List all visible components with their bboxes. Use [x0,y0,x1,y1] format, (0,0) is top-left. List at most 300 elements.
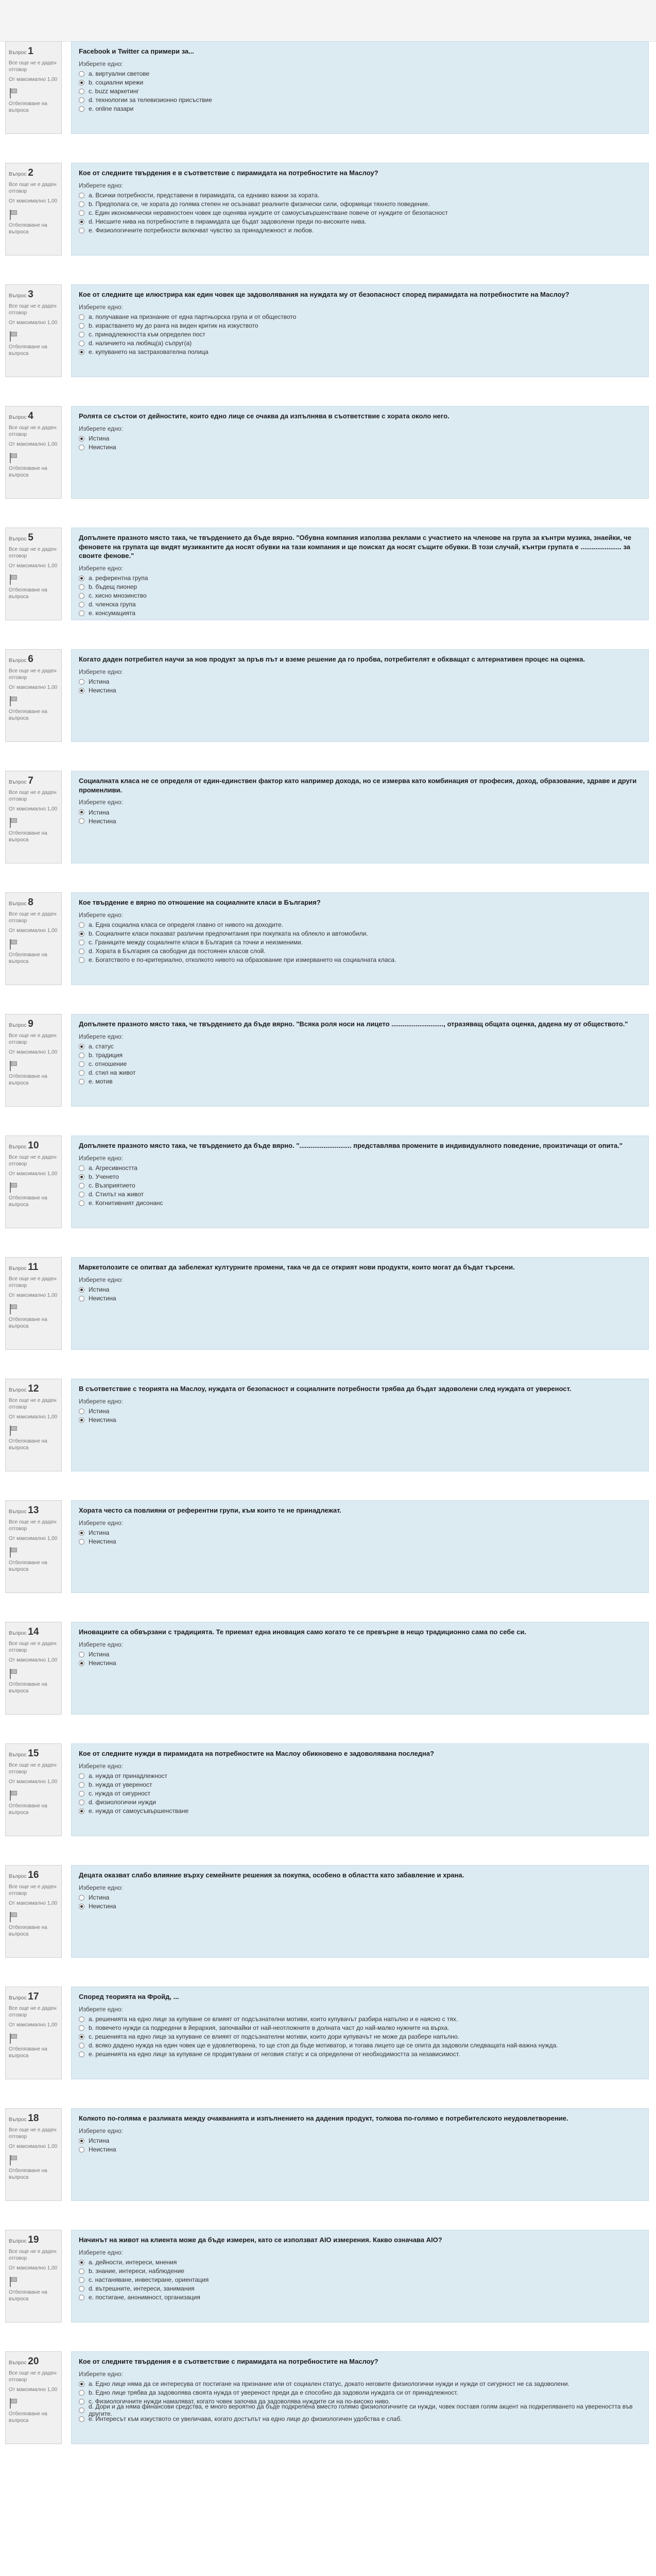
radio-button[interactable] [79,2408,84,2413]
question-number-line [9,775,58,788]
flag-question[interactable] [9,1061,58,1087]
answer-option[interactable] [79,2041,641,2050]
question-number: 4 [28,411,33,421]
radio-button[interactable] [79,332,84,337]
answer-prompt: Изберете едно: [79,2370,123,2378]
answer-option[interactable] [79,2145,641,2154]
flag-question[interactable] [9,2277,58,2302]
question-number-line [9,1869,58,1882]
radio-button[interactable] [79,1808,84,1814]
radio-button[interactable] [79,228,84,233]
question-state: Все още не е даден отговор [9,1519,57,1532]
radio-button[interactable] [79,593,84,599]
flag-label: Отбелязване на въпроса [9,2167,47,2180]
answer-option[interactable] [79,2284,641,2293]
answer-option[interactable] [79,313,641,321]
answer-option[interactable] [79,191,641,200]
flag-question[interactable] [9,939,58,965]
radio-button[interactable] [79,922,84,928]
radio-button[interactable] [79,931,84,937]
answer-option[interactable] [79,1060,641,1069]
answer-label: Истина [89,1894,110,1902]
question-number: 12 [28,1383,39,1394]
answer-list [79,1772,641,1816]
question-info [5,1622,62,1715]
answer-option[interactable] [79,2380,641,2388]
answer-option[interactable] [79,1190,641,1199]
flag-icon[interactable] [10,1669,18,1679]
answer-label: c. нужда от сигурност [89,1790,151,1798]
flag-question[interactable] [9,2033,58,2059]
question-text: Допълнете празното място така, че твърдението да бъде вярно. "Всяка роля носи на лицето ............................, отразяващ общата оценка, дадена му от обществото." [79,1020,628,1028]
question-grade: От максимално 1,00 [9,927,58,934]
answer-option[interactable] [79,443,641,452]
question-info [5,41,62,134]
radio-button[interactable] [79,210,84,216]
radio-button[interactable] [79,193,84,198]
question-text: Кое от следните нужди в пирамидата на потребностите на Маслоу обикновено е задоволявана последна? [79,1750,434,1757]
flag-icon[interactable] [10,1790,18,1801]
radio-button[interactable] [79,341,84,346]
flag-question[interactable] [9,1182,58,1208]
radio-button[interactable] [79,1165,84,1171]
question-label: Въпрос [9,293,27,299]
question-info [5,2108,62,2201]
answer-option[interactable] [79,1285,641,1294]
radio-button[interactable] [79,2147,84,2153]
answer-prompt: Изберете едно: [79,1032,123,1040]
radio-button[interactable] [79,80,84,86]
question-grade: От максимално 1,00 [9,1171,58,1177]
answer-option[interactable] [79,105,641,113]
radio-button[interactable] [79,445,84,450]
radio-button[interactable] [79,1660,84,1666]
flag-question[interactable] [9,1912,58,1938]
question-text: Хората често са повлияни от референтни групи, към които те не принадлежат. [79,1506,341,1514]
answer-option[interactable] [79,1077,641,1086]
answer-option[interactable] [79,1416,641,1425]
radio-button[interactable] [79,2399,84,2404]
radio-button[interactable] [79,219,84,225]
answer-option[interactable] [79,1807,641,1816]
flag-question[interactable] [9,574,58,600]
flag-question[interactable] [9,453,58,479]
question-state: Все още не е даден отговор [9,1640,57,1653]
answer-option[interactable] [79,1798,641,1807]
question-info [5,284,62,377]
answer-option[interactable] [79,1659,641,1668]
radio-button[interactable] [79,1183,84,1189]
answer-option[interactable] [79,200,641,209]
radio-button[interactable] [79,1530,84,1536]
radio-button[interactable] [79,2025,84,2031]
answer-option[interactable] [79,1893,641,1902]
radio-button[interactable] [79,2043,84,2048]
flag-icon[interactable] [10,696,18,706]
answer-option[interactable] [79,2293,641,2302]
question-block [5,284,656,377]
answer-option[interactable] [79,434,641,443]
answer-option[interactable] [79,1173,641,1181]
answer-label: Истина [89,435,110,443]
radio-button[interactable] [79,1773,84,1779]
flag-label: Отбелязване на въпроса [9,1195,47,1208]
question-label: Въпрос [9,536,27,542]
flag-question[interactable] [9,1790,58,1816]
answer-prompt: Изберете едно: [79,425,123,432]
flag-icon[interactable] [10,2277,18,2287]
flag-label: Отбелязване на въпроса [9,2289,47,2302]
radio-button[interactable] [79,1296,84,1301]
question-number: 18 [28,2113,39,2124]
answer-list [79,1893,641,1911]
flag-icon[interactable] [10,574,18,585]
radio-button[interactable] [79,679,84,685]
flag-icon[interactable] [10,210,18,220]
radio-button[interactable] [79,2416,84,2422]
answer-option[interactable] [79,2388,641,2397]
radio-button[interactable] [79,2034,84,2040]
answer-option[interactable] [79,938,641,947]
flag-icon[interactable] [10,88,18,98]
radio-button[interactable] [79,1539,84,1545]
radio-button[interactable] [79,2277,84,2283]
question-grade: От максимално 1,00 [9,319,58,326]
answer-list [79,191,641,235]
question-number-line [9,167,58,180]
answer-label: d. всяко дадено нужда на един човек ще е удовлетворена, то ще стоп да бъде мотиватор, и тогава лицето ще се опита да задоволи следващата най-важна нужда. [89,2042,558,2049]
flag-icon[interactable] [10,818,18,828]
question-state: Все още не е даден отговор [9,911,57,924]
question-number-line [9,289,58,301]
question-text: Начинът на живот на клиента може да бъде измерен, като се използват AIO измерения. Какво означава AIO? [79,2236,442,2244]
radio-button[interactable] [79,688,84,693]
radio-button[interactable] [79,436,84,442]
question-number-line [9,1018,58,1031]
question-text: Социалната класа не се определя от един-единствен фактор като например дохода, но се измерва като комбинация от професия, доход, образование, здраве и други променливи. [79,777,637,794]
radio-button[interactable] [79,1800,84,1805]
answer-label: e. Интересът към изкуството се увеличава, когато достъпът на едно лице до физиологичен удобства е слаб. [89,2415,402,2423]
flag-label: Отбелязване на въпроса [9,1316,47,1329]
answer-option[interactable] [79,1789,641,1798]
radio-button[interactable] [79,1044,84,1049]
radio-button[interactable] [79,314,84,320]
question-block [5,406,656,499]
answer-label: b. традиция [89,1052,123,1059]
radio-button[interactable] [79,602,84,607]
radio-button[interactable] [79,611,84,616]
answer-option[interactable] [79,1407,641,1416]
flag-label: Отбелязване на въпроса [9,100,47,113]
answer-option[interactable] [79,583,641,591]
answer-prompt: Изберете едно: [79,564,123,572]
flag-icon[interactable] [10,1061,18,1071]
question-number: 3 [28,289,33,300]
answer-option[interactable] [79,956,641,964]
question-content [71,649,649,742]
radio-button[interactable] [79,2052,84,2057]
flag-question[interactable] [9,210,58,235]
answer-label: Неистина [89,1295,116,1302]
flag-question[interactable] [9,88,58,114]
question-content [71,1136,649,1228]
answer-option[interactable] [79,1051,641,1060]
answer-option[interactable] [79,1199,641,1208]
flag-question[interactable] [9,1547,58,1573]
question-text: Ролята се състои от дейностите, които едно лице се очаква да изпълнява в съответствие с хората около него. [79,412,450,420]
page-header [0,0,656,42]
radio-button[interactable] [79,2286,84,2292]
answer-option[interactable] [79,2015,641,2024]
radio-button[interactable] [79,957,84,963]
answer-option[interactable] [79,1069,641,1077]
question-state: Все още не е даден отговор [9,1884,57,1896]
question-info [5,1743,62,1836]
answer-label: c. настаняване, инвестиране, ориентация [89,2276,209,2284]
answer-option[interactable] [79,2032,641,2041]
answer-option[interactable] [79,339,641,348]
answer-prompt: Изберете едно: [79,799,123,806]
radio-button[interactable] [79,575,84,581]
flag-icon[interactable] [10,1547,18,1557]
flag-icon[interactable] [10,331,18,342]
answer-label: c. хисно мнозинство [89,592,147,600]
question-info [5,1379,62,1471]
answer-option[interactable] [79,209,641,217]
question-number: 9 [28,1019,33,1029]
question-block [5,2108,656,2201]
flag-label: Отбелязване на въпроса [9,952,47,964]
answer-option[interactable] [79,1537,641,1546]
radio-button[interactable] [79,89,84,94]
answer-option[interactable] [79,70,641,78]
answer-label: a. референтна група [89,574,148,582]
answer-label: d. членска група [89,601,136,608]
answer-option[interactable] [79,947,641,956]
radio-button[interactable] [79,1174,84,1180]
flag-icon[interactable] [10,939,18,950]
radio-button[interactable] [79,1417,84,1423]
question-number-line [9,2234,58,2247]
question-block [5,1136,656,1228]
question-text: Колкото по-голяма е разликата между очакванията и изпълнението на дадения продукт, толкова по-голямо е потребителското неудовлетворение. [79,2114,568,2122]
answer-label: b. социални мрежи [89,79,144,87]
answer-list [79,1042,641,1086]
answer-option[interactable] [79,677,641,686]
question-number-line [9,1504,58,1517]
radio-button[interactable] [79,71,84,77]
radio-button[interactable] [79,2016,84,2022]
answer-option[interactable] [79,1294,641,1303]
radio-button[interactable] [79,1287,84,1293]
answer-option[interactable] [79,1650,641,1659]
answer-option[interactable] [79,1042,641,1051]
radio-button[interactable] [79,1200,84,1206]
answer-option[interactable] [79,1781,641,1789]
question-info [5,892,62,985]
flag-label: Отбелязване на въпроса [9,222,47,235]
answer-option[interactable] [79,929,641,938]
answer-option[interactable] [79,2137,641,2145]
answer-label: e. постигане, анонимност, организация [89,2294,200,2301]
question-number-line [9,653,58,666]
answer-option[interactable] [79,226,641,235]
question-label: Въпрос [9,1144,27,1150]
radio-button[interactable] [79,2381,84,2387]
radio-button[interactable] [79,1409,84,1414]
question-text: Децата оказват слабо влияние върху семейните решения за покупка, особено в областта като забавление и храна. [79,1871,464,1879]
answer-label: d. Дори и да няма финансови средства, е много вероятно да бъде подкрепена вместо голямо физиологичните си нужди, човек поставя голям акцент на подкрепяването на увереността във другите. [89,2403,633,2418]
answer-option[interactable] [79,817,641,825]
answer-option[interactable] [79,1529,641,1537]
question-block [5,1379,656,1471]
flag-icon[interactable] [10,1182,18,1193]
flag-question[interactable] [9,2155,58,2181]
flag-icon[interactable] [10,453,18,463]
answer-option[interactable] [79,78,641,87]
answer-option[interactable] [79,808,641,817]
question-state: Все още не е даден отговор [9,2370,57,2383]
answer-option[interactable] [79,686,641,695]
answer-label: c. Физиологичните нужди намаляват, когато човек започва да задоволява нуждите си на по-високо ниво. [89,2398,390,2405]
answer-option[interactable] [79,96,641,105]
radio-button[interactable] [79,106,84,112]
question-number-line [9,2112,58,2125]
flag-icon[interactable] [10,1912,18,1922]
answer-option[interactable] [79,348,641,357]
radio-button[interactable] [79,1079,84,1084]
question-number-line [9,1261,58,1274]
question-state: Все още не е даден отговор [9,303,57,316]
radio-button[interactable] [79,1192,84,1197]
answer-label: a. дейности, интереси, мнения [89,2259,177,2266]
answer-option[interactable] [79,2050,641,2059]
answer-label: Неистина [89,444,116,451]
question-content [71,1379,649,1471]
answer-option[interactable] [79,591,641,600]
radio-button[interactable] [79,584,84,590]
radio-button[interactable] [79,1652,84,1657]
answer-option[interactable] [79,2024,641,2032]
question-block [5,2351,656,2444]
radio-button[interactable] [79,1053,84,1058]
question-number: 11 [28,1262,39,1273]
flag-question[interactable] [9,331,58,357]
answer-label: a. Една социална класа се определя главно от нивото на доходите. [89,921,284,929]
radio-button[interactable] [79,818,84,824]
radio-button[interactable] [79,1791,84,1797]
radio-button[interactable] [79,2268,84,2274]
answer-option[interactable] [79,321,641,330]
radio-button[interactable] [79,2390,84,2396]
answer-option[interactable] [79,574,641,583]
radio-button[interactable] [79,323,84,329]
answer-option[interactable] [79,1772,641,1781]
answer-prompt: Изберете едно: [79,1884,123,1891]
flag-question[interactable] [9,2398,58,2424]
question-grade: От максимално 1,00 [9,1657,58,1663]
question-state: Все още не е даден отговор [9,1154,57,1167]
flag-question[interactable] [9,1304,58,1330]
question-info [5,1987,62,2079]
answer-prompt: Изберете едно: [79,2248,123,2256]
question-state: Все още не е даден отговор [9,2005,57,2018]
answer-option[interactable] [79,87,641,96]
question-grade: От максимално 1,00 [9,441,58,447]
answer-option[interactable] [79,600,641,609]
question-label: Въпрос [9,415,27,420]
answer-option[interactable] [79,609,641,618]
question-state: Все още не е даден отговор [9,60,57,73]
radio-button[interactable] [79,349,84,355]
question-text: Кое от следните ще илюстрира как един човек ще задоволявания на нуждата му от безопасност според пирамидата на потребностите на Маслоу? [79,291,569,298]
radio-button[interactable] [79,2138,84,2144]
radio-button[interactable] [79,2260,84,2265]
radio-button[interactable] [79,201,84,207]
question-label: Въпрос [9,50,27,56]
radio-button[interactable] [79,1904,84,1909]
question-text: Иновациите са обвързани с традицията. Те приемат една иновация само когато те се превърне в нещо традиционно сама по себе си. [79,1628,526,1636]
question-state: Все още не е даден отговор [9,181,57,194]
radio-button[interactable] [79,948,84,954]
flag-icon[interactable] [10,1426,18,1436]
answer-label: b. израстването му до ранга на виден критик на изкуството [89,322,258,330]
flag-question[interactable] [9,1669,58,1694]
radio-button[interactable] [79,940,84,945]
answer-option[interactable] [79,2267,641,2276]
question-number-line [9,896,58,909]
flag-question[interactable] [9,696,58,722]
flag-icon[interactable] [10,2033,18,2044]
answer-option[interactable] [79,1164,641,1173]
answer-option[interactable] [79,2403,641,2418]
question-number: 19 [28,2234,39,2245]
question-grade: От максимално 1,00 [9,1049,58,1055]
radio-button[interactable] [79,1895,84,1901]
answer-prompt: Изберете едно: [79,60,123,67]
flag-icon[interactable] [10,2155,18,2165]
radio-button[interactable] [79,2295,84,2300]
answer-list [79,808,641,825]
question-grade: От максимално 1,00 [9,76,58,82]
flag-icon[interactable] [10,1304,18,1314]
radio-button[interactable] [79,97,84,103]
answer-option[interactable] [79,2258,641,2267]
radio-button[interactable] [79,1070,84,1076]
radio-button[interactable] [79,1061,84,1067]
answer-option[interactable] [79,1181,641,1190]
answer-label: b. бъдещ пионер [89,583,137,591]
flag-icon[interactable] [10,2398,18,2409]
answer-prompt: Изберете едно: [79,1276,123,1283]
answer-list [79,1164,641,1208]
answer-list [79,1529,641,1546]
flag-label: Отбелязване на въпроса [9,708,47,721]
answer-option[interactable] [79,921,641,929]
flag-question[interactable] [9,818,58,843]
answer-option[interactable] [79,217,641,226]
flag-label: Отбелязване на въпроса [9,587,47,600]
answer-option[interactable] [79,330,641,339]
answer-option[interactable] [79,1902,641,1911]
radio-button[interactable] [79,1782,84,1788]
question-info [5,528,62,620]
radio-button[interactable] [79,809,84,815]
answer-label: a. получаване на признание от една партньорска група и от обществото [89,313,297,321]
answer-option[interactable] [79,2276,641,2284]
question-number-line [9,1140,58,1153]
flag-question[interactable] [9,1426,58,1451]
